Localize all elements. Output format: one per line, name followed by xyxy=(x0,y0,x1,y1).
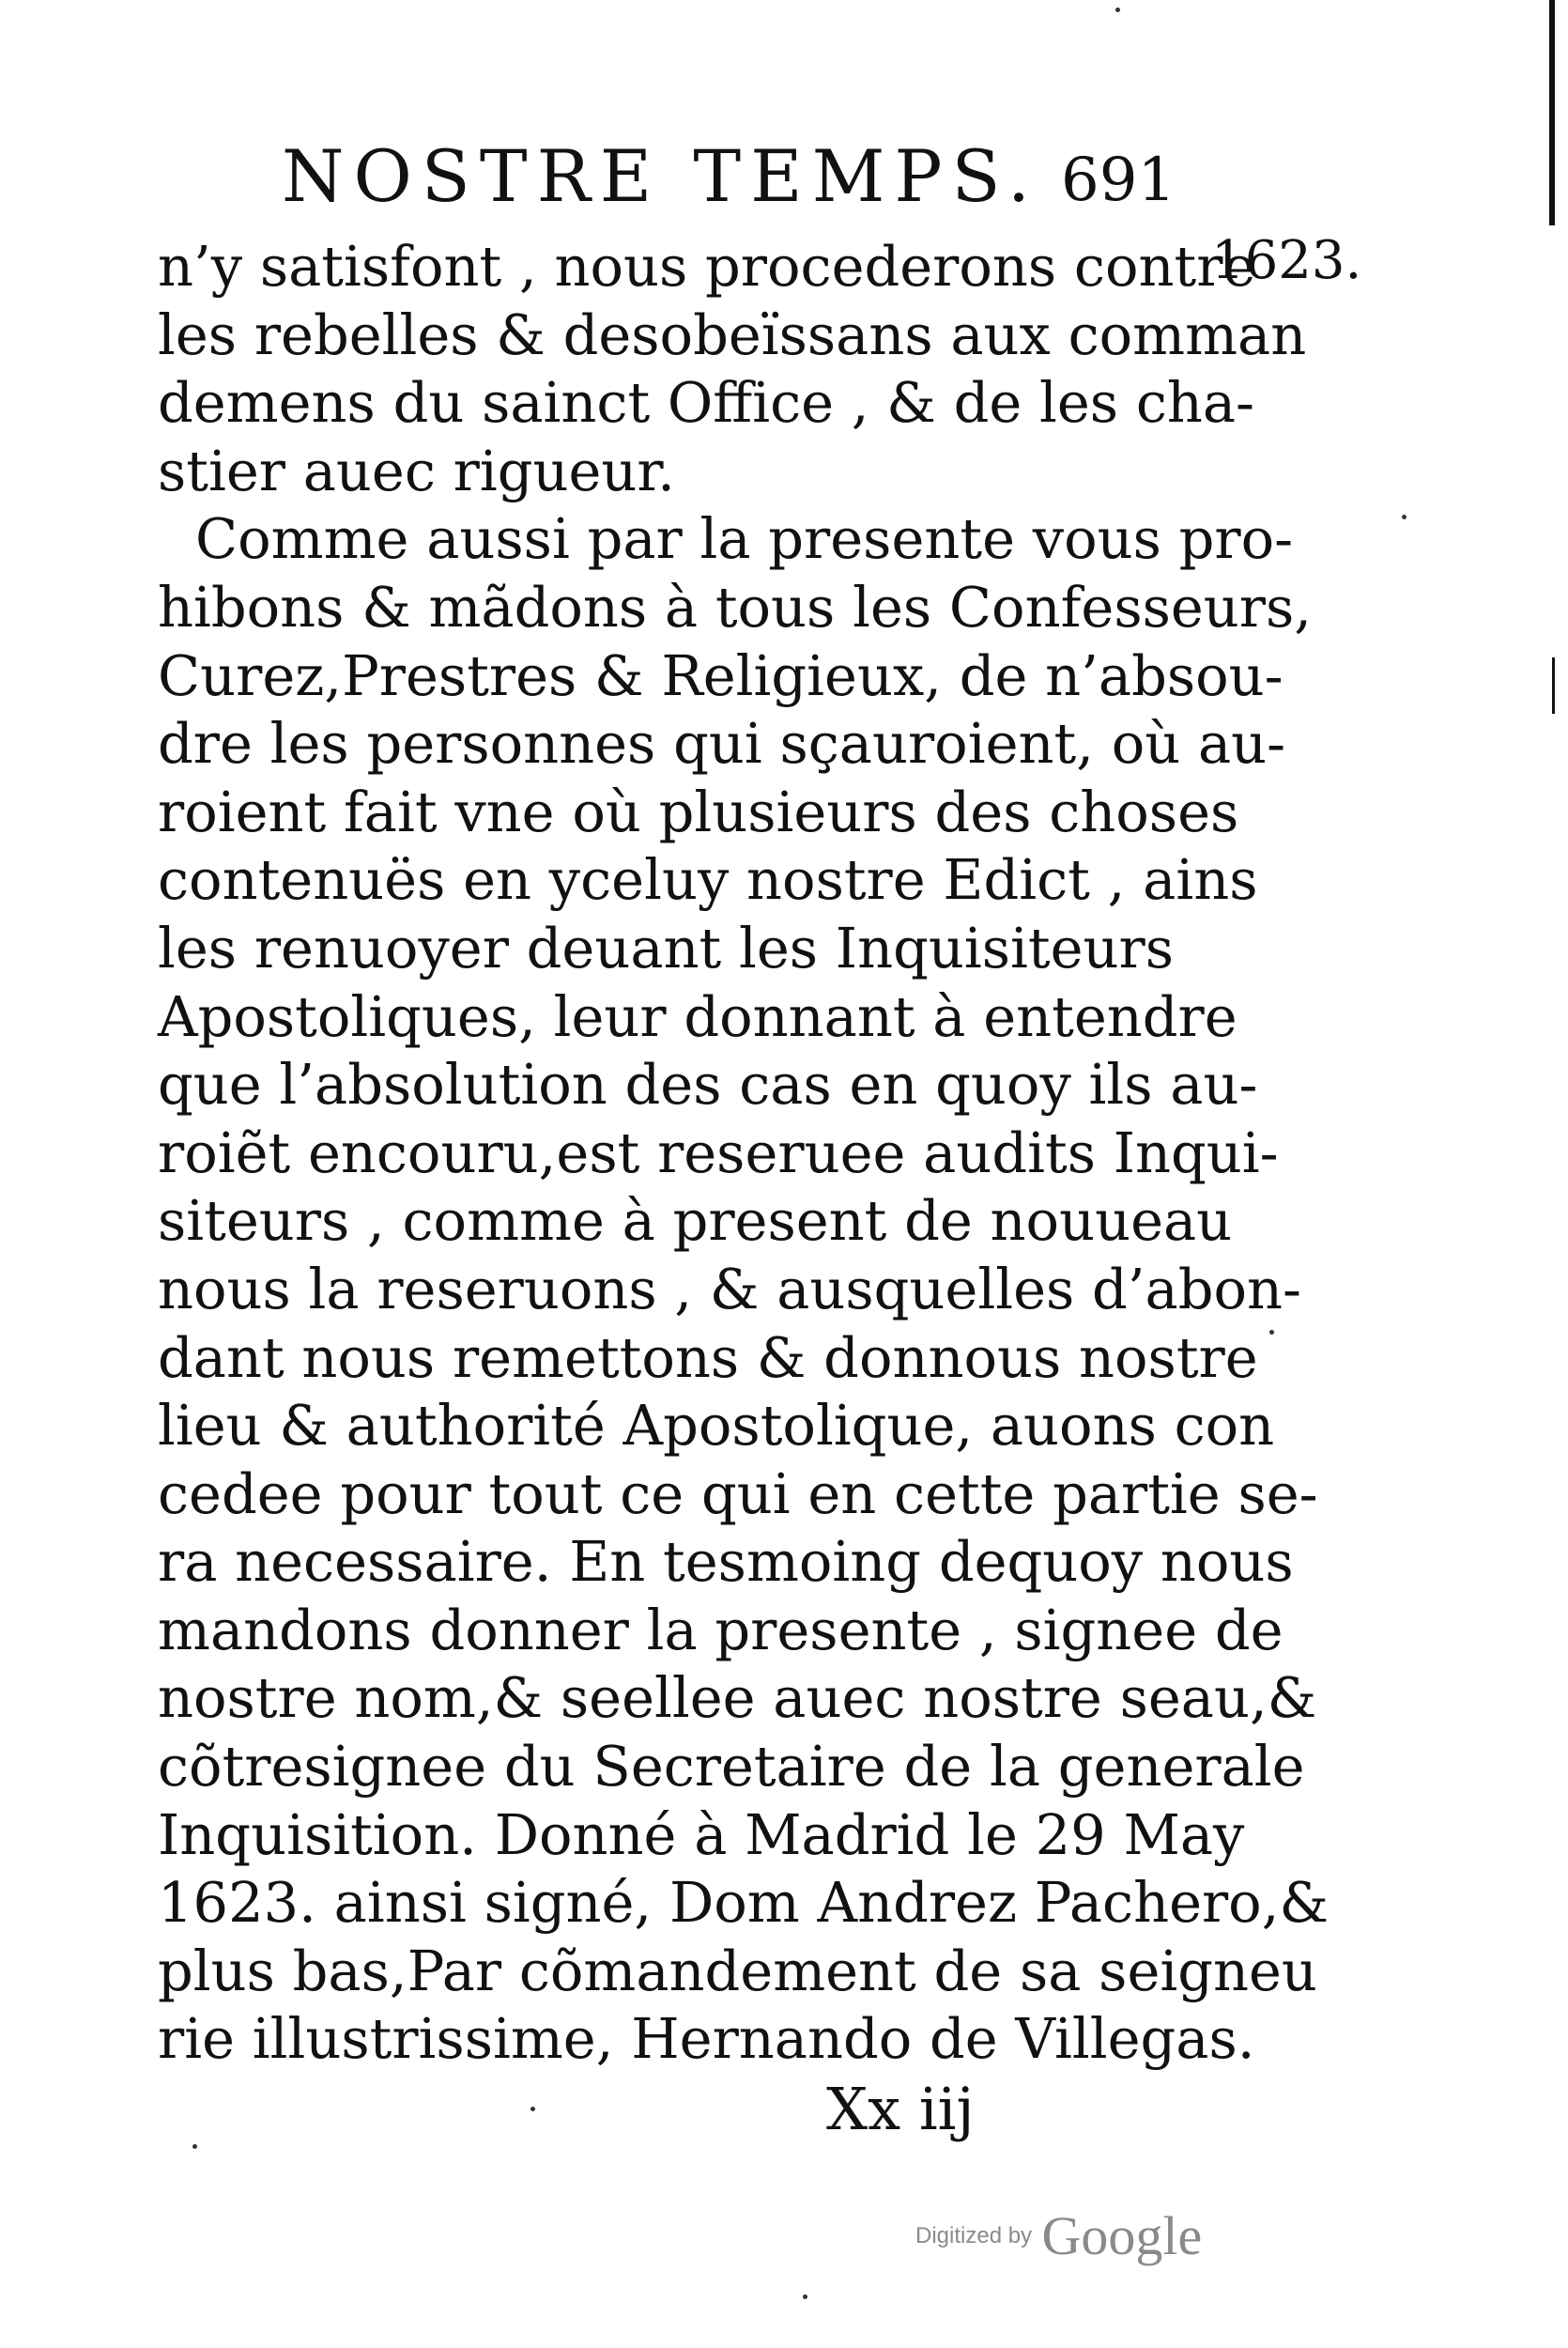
digitization-watermark xyxy=(915,2205,1203,2266)
body-text xyxy=(158,233,1329,2074)
text-line: les renuoyer deuant les Inquisiteurs xyxy=(158,915,1174,981)
text-line: 1623. ainsi signé, Dom Andrez Pachero,& xyxy=(158,1870,1329,1936)
watermark-prefix: Digitized by xyxy=(915,2223,1033,2248)
text-line: que l’absolution des cas en quoy ils au- xyxy=(158,1052,1258,1118)
ink-speck xyxy=(803,2294,807,2299)
text-line: mandons donner la presente , signee de xyxy=(158,1597,1284,1662)
text-line: roient fait vne où plusieurs des choses xyxy=(158,779,1239,844)
ink-speck xyxy=(1115,8,1120,12)
google-logo: Google xyxy=(1041,2205,1203,2266)
binding-edge-lower xyxy=(1552,657,1555,714)
text-line: les rebelles & desobeïssans aux comman xyxy=(158,301,1307,367)
text-line: ra necessaire. En tesmoing dequoy nous xyxy=(158,1529,1294,1595)
text-line: Comme aussi par la presente vous pro- xyxy=(195,506,1294,572)
text-line: hibons & mãdons à tous les Confesseurs, xyxy=(158,574,1313,640)
text-line: demens du sainct Office , & de les cha- xyxy=(158,370,1254,436)
text-line: cedee pour tout ce qui en cette partie se- xyxy=(158,1460,1318,1526)
text-line: cõtresignee du Secretaire de la generale xyxy=(158,1734,1305,1800)
signature-mark: Xx iij xyxy=(826,2075,975,2143)
text-line: Apostoliques, leur donnant à entendre xyxy=(158,983,1237,1049)
text-line: lieu & authorité Apostolique, auons con xyxy=(158,1393,1275,1459)
text-line: Curez,Prestres & Religieux, de n’absou- xyxy=(158,642,1284,708)
text-line: nous la reseruons , & ausquelles d’abon- xyxy=(158,1256,1301,1321)
text-line: siteurs , comme à present de nouueau xyxy=(158,1188,1233,1254)
text-line: dant nous remettons & donnous nostre xyxy=(158,1324,1258,1390)
text-line: contenuës en yceluy nostre Edict , ains xyxy=(158,847,1258,913)
text-line: Inquisition. Donné à Madrid le 29 May xyxy=(158,1801,1245,1867)
text-line: nostre nom,& seellee auec nostre seau,& xyxy=(158,1665,1317,1731)
text-line: n’y satisfont , nous procederons contre xyxy=(158,234,1256,299)
text-line: roiẽt encouru,est reseruee audits Inqui- xyxy=(158,1120,1279,1185)
text-line: dre les personnes qui sçauroient, où au- xyxy=(158,711,1286,777)
ink-speck xyxy=(1402,515,1407,519)
running-title: NOSTRE TEMPS. xyxy=(282,134,1040,218)
page-number: 691 xyxy=(1061,146,1176,215)
ink-speck xyxy=(192,2144,197,2149)
ink-speck xyxy=(1269,1330,1274,1335)
text-line: plus bas,Par cõmandement de sa seigneu xyxy=(158,1938,1317,2003)
ink-speck xyxy=(530,2107,535,2111)
binding-edge-upper xyxy=(1549,0,1555,225)
text-line: stier auec rigueur. xyxy=(158,438,675,503)
text-line: rie illustrissime, Hernando de Villegas. xyxy=(158,2006,1255,2072)
margin-year-note: 1623. xyxy=(1211,230,1362,291)
